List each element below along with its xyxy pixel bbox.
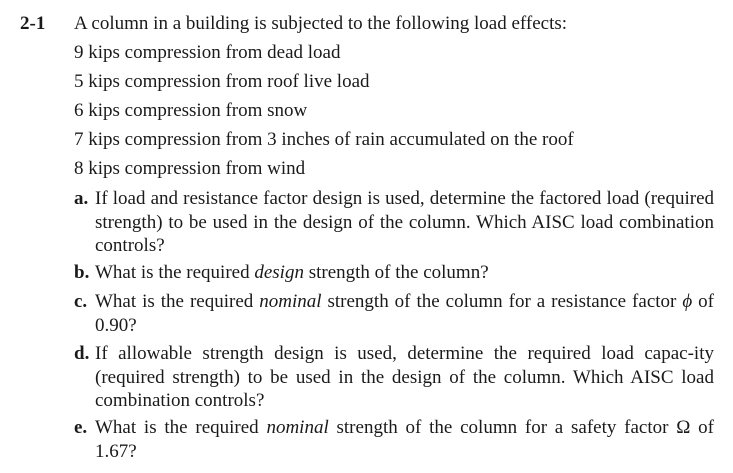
part-b-emphasis: design	[254, 262, 304, 283]
load-item-snow: 6 kips compression from snow	[74, 100, 308, 121]
part-d-text: If allowable strength design is used, determine the required load capac-ity (required strength) to be used in the design of the column. Which AISC load combination controls?	[95, 343, 714, 411]
part-e-label: e.	[74, 417, 88, 438]
load-item-rain: 7 kips compression from 3 inches of rain accumulated on the roof	[74, 129, 574, 150]
problem-number: 2-1	[20, 13, 46, 34]
part-e	[74, 416, 714, 463]
part-a-text: If load and resistance factor design is used, determine the factored load (required strength) to be used in the design of the column. Which AISC load combination controls?	[95, 188, 714, 256]
part-e-text: What is the required nominal strength of the column for a safety factor Ω of 1.67?	[95, 417, 714, 462]
load-item-wind: 8 kips compression from wind	[74, 158, 306, 179]
part-a-label: a.	[74, 188, 89, 209]
part-b-text: What is the required design strength of the column?	[95, 262, 489, 283]
part-b-label: b.	[74, 262, 90, 283]
part-e-emphasis: nominal	[266, 417, 329, 438]
part-a	[74, 187, 714, 258]
phi-symbol: ϕ	[682, 291, 693, 312]
part-d	[74, 342, 714, 413]
part-c-emphasis: nominal	[259, 291, 322, 312]
part-c	[74, 290, 714, 337]
omega-symbol: Ω	[676, 417, 691, 438]
part-d-label: d.	[74, 343, 90, 364]
part-c-text: What is the required nominal strength of the column for a resistance factor ϕ of 0.90?	[95, 291, 714, 336]
part-c-label: c.	[74, 291, 88, 312]
part-b	[74, 261, 714, 285]
problem-statement: A column in a building is subjected to the following load effects:	[74, 13, 568, 34]
load-item-roof-live: 5 kips compression from roof live load	[74, 71, 370, 92]
load-item-dead: 9 kips compression from dead load	[74, 42, 341, 63]
